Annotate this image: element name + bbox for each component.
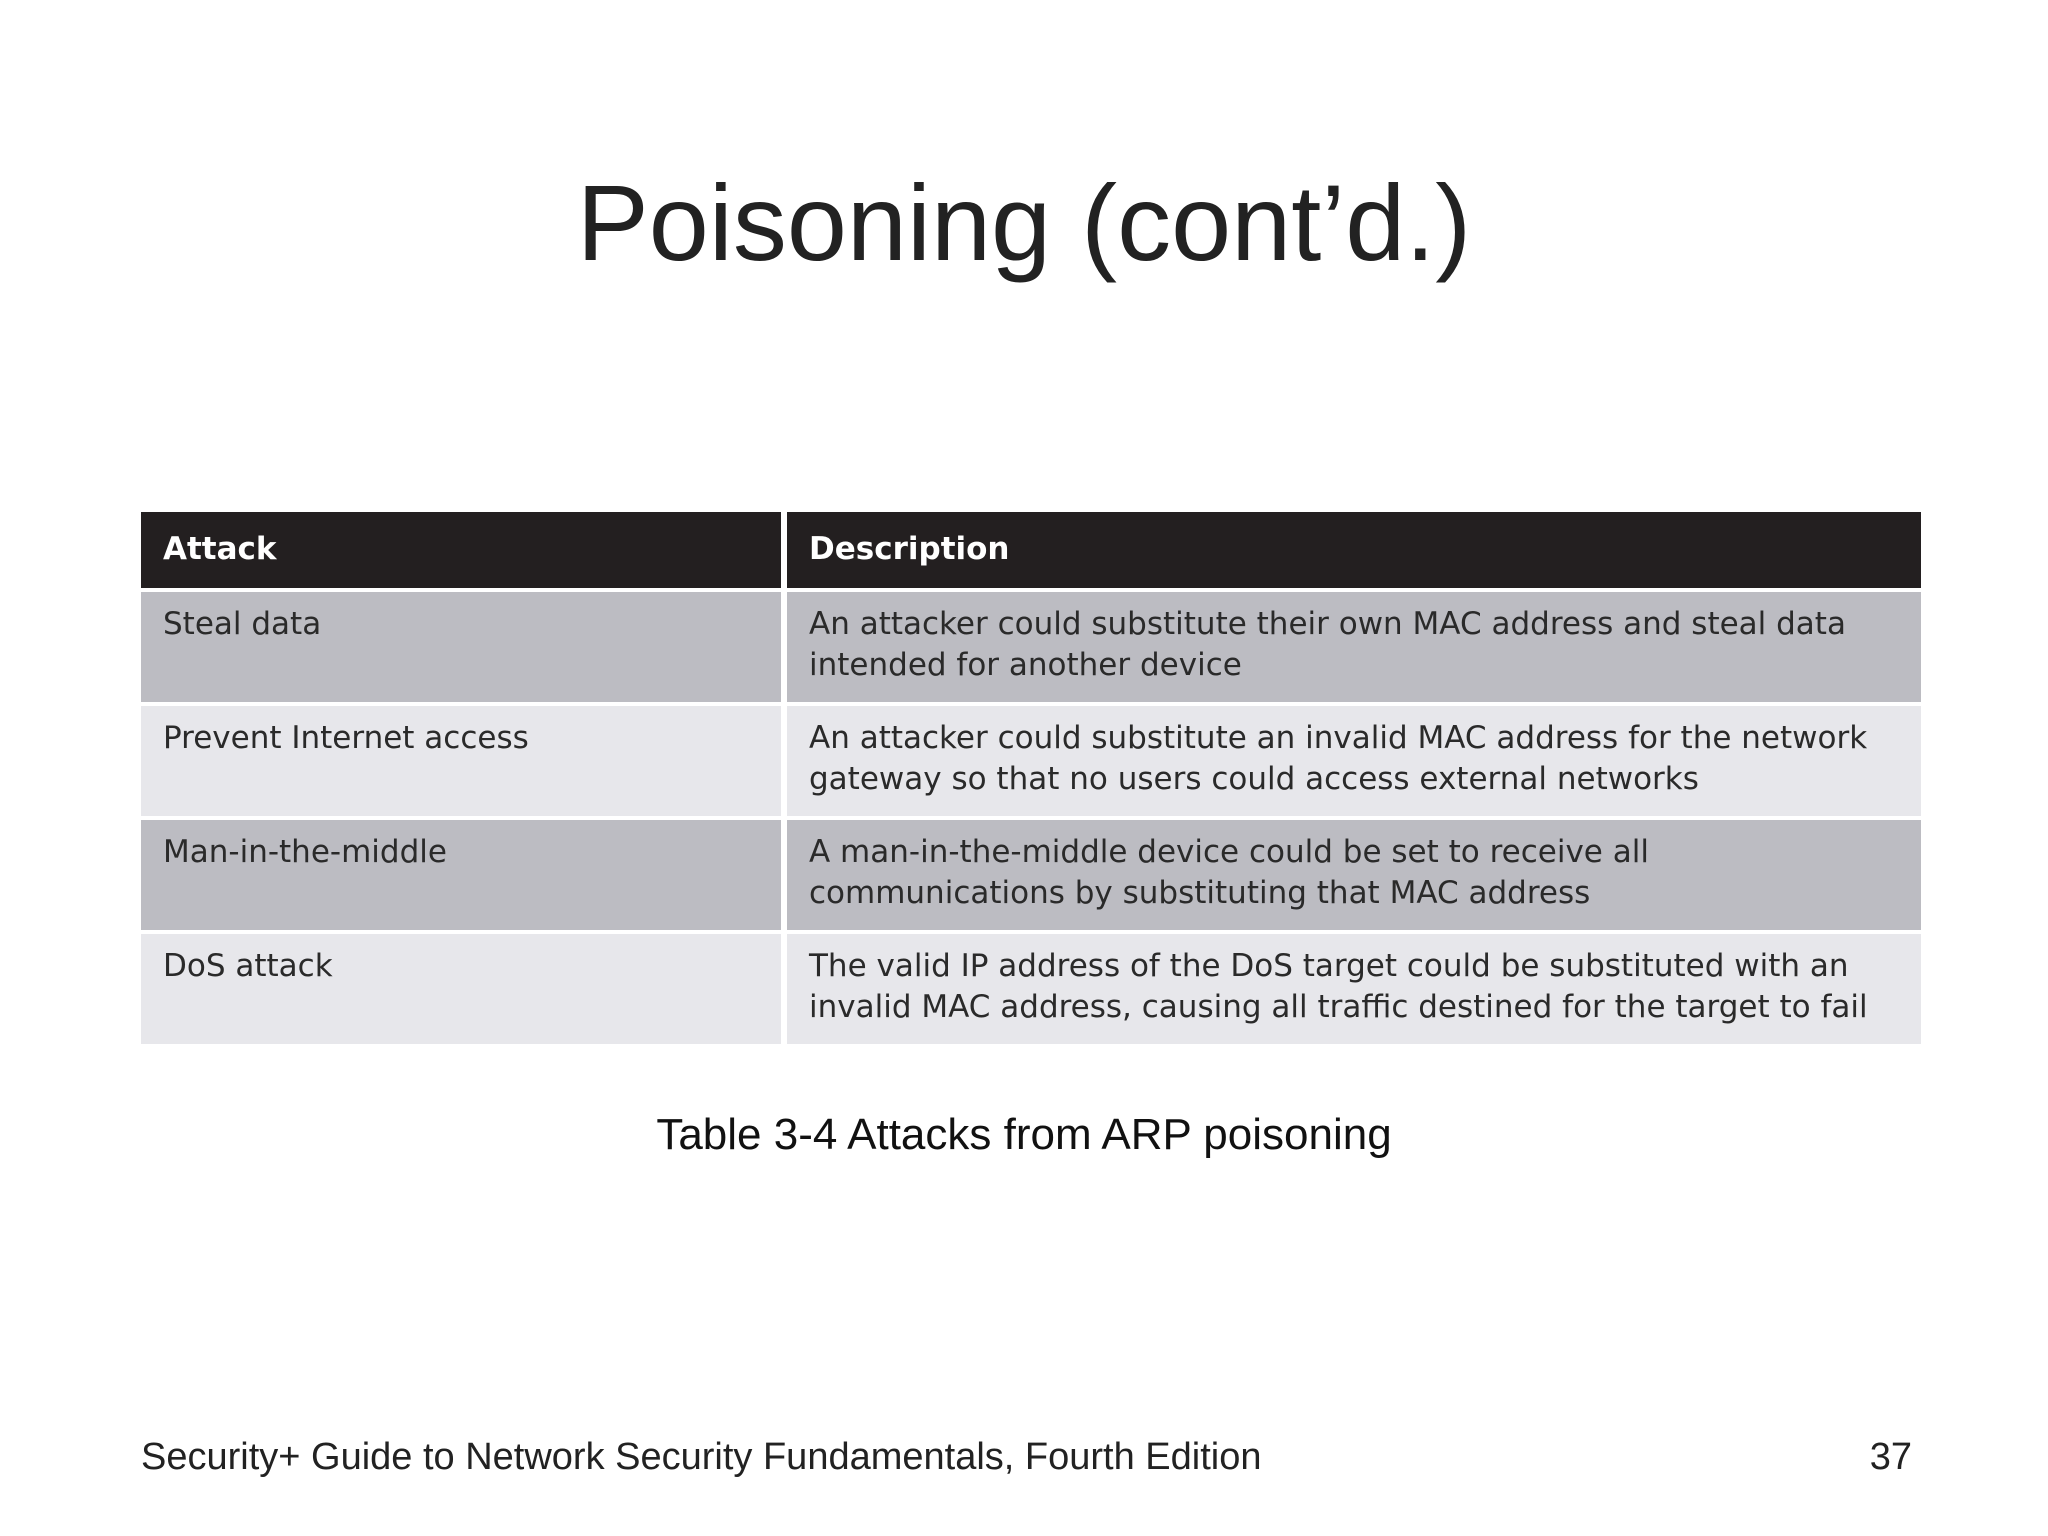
footer-book-title: Security+ Guide to Network Security Fundamentals, Fourth Edition: [141, 1436, 1262, 1478]
table-row: [141, 820, 1921, 930]
header-attack: Attack: [141, 512, 781, 588]
description-cell: An attacker could substitute their own MAC address and steal data intended for another device: [787, 592, 1921, 702]
attack-cell: Steal data: [141, 592, 781, 702]
description-cell: A man-in-the-middle device could be set to receive all communications by substituting that MAC address: [787, 820, 1921, 930]
table-caption: Table 3-4 Attacks from ARP poisoning: [656, 1110, 1392, 1159]
table-row: [141, 592, 1921, 702]
table-row: [141, 934, 1921, 1044]
table-header-row: [141, 512, 1921, 588]
description-cell: The valid IP address of the DoS target could be substituted with an invalid MAC address, causing all traffic destined for the target to fail: [787, 934, 1921, 1044]
table-row: [141, 706, 1921, 816]
attacks-table-container: [141, 512, 1921, 1048]
description-cell: An attacker could substitute an invalid MAC address for the network gateway so that no users could access external networks: [787, 706, 1921, 816]
attack-cell: DoS attack: [141, 934, 781, 1044]
slide-title: Poisoning (cont’d.): [576, 162, 1472, 283]
attack-cell: Prevent Internet access: [141, 706, 781, 816]
page-number: 37: [1869, 1436, 1912, 1478]
attack-cell: Man-in-the-middle: [141, 820, 781, 930]
header-description: Description: [787, 512, 1921, 588]
attacks-table: [135, 508, 1927, 1048]
